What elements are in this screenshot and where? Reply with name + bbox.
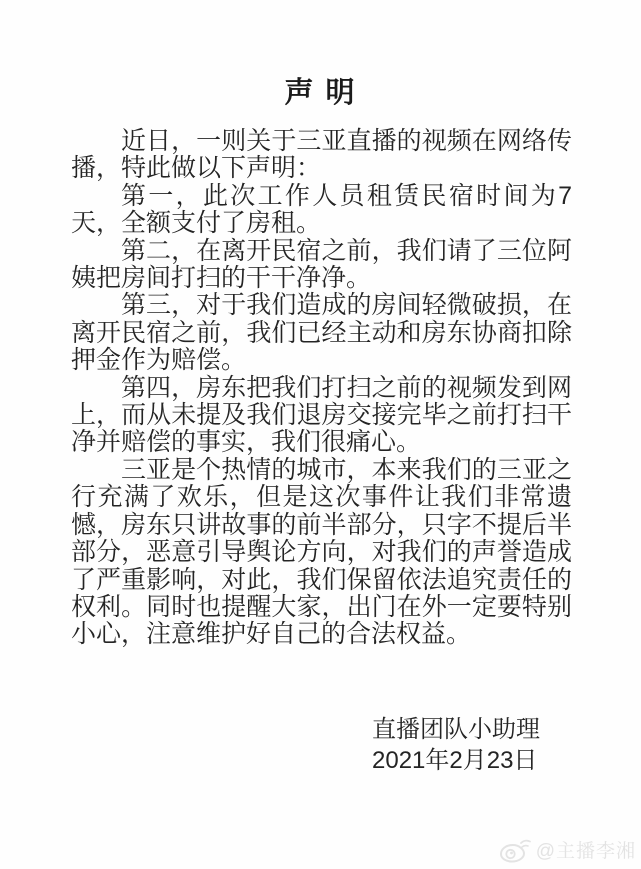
- document-title: 声 明: [284, 77, 357, 109]
- watermark-text: @主播李湘: [535, 840, 636, 862]
- statement-paragraph-intro: 近日，一则关于三亚直播的视频在网络传播，特此做以下声明：: [71, 127, 572, 183]
- statement-paragraph-point-3: 第三，对于我们造成的房间轻微破损，在离开民宿之前，我们已经主动和房东协商扣除押金作为赔偿。: [71, 291, 572, 375]
- statement-paragraph-point-2: 第二，在离开民宿之前，我们请了三位阿姨把房间打扫的干干净净。: [71, 236, 572, 293]
- statement-paragraph-closing: 三亚是个热情的城市，本来我们的三亚之行充满了欢乐，但是这次事件让我们非常遗憾，房东只讲故事的前半部分，只字不提后半部分，恶意引导舆论方向，对我们的声誉造成了严重影响，对此，我们保留依法追究责任的权利。同时也提醒大家，出门在外一定要特别小心，注意维护好自己的合法权益。: [71, 455, 572, 649]
- statement-paragraph-point-1: 第一，此次工作人员租赁民宿时间为7天，全额支付了房租。: [71, 181, 572, 238]
- weibo-icon: [499, 835, 533, 863]
- signature-date: 2021年2月23日: [372, 747, 538, 774]
- signature-name: 直播团队小助理: [372, 716, 540, 743]
- statement-paragraph-point-4: 第四，房东把我们打扫之前的视频发到网上，而从未提及我们退房交接完毕之前打扫干净并赔偿的事实，我们很痛心。: [71, 373, 572, 457]
- signature-block: [372, 714, 540, 776]
- statement-body: [71, 128, 572, 649]
- weibo-watermark: [499, 835, 636, 863]
